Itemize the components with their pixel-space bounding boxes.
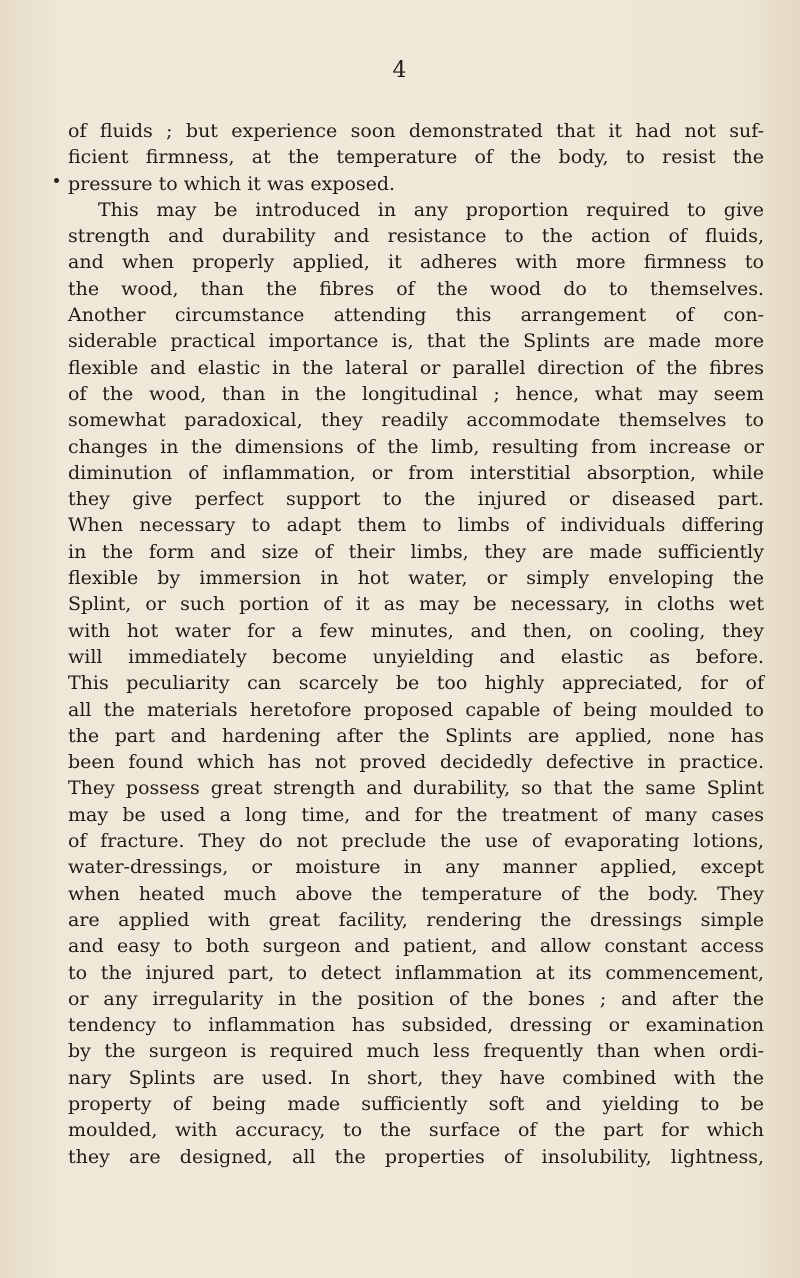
text-line: moulded, with accuracy, to the surface of the part for which (68, 1119, 764, 1142)
text-line: or any irregularity in the position of the bones ; and after the (68, 987, 764, 1010)
text-line: diminution of inflammation, or from interstitial absorption, while (68, 461, 764, 484)
text-line: of fracture. They do not preclude the use of evaporating lotions, (68, 830, 764, 853)
text-line: and when properly applied, it adheres with more firmness to (68, 251, 764, 274)
text-line: of fluids ; but experience soon demonstrated that it had not suf- (68, 120, 764, 142)
text-line: are applied with great facility, rendering the dressings simple (68, 908, 764, 931)
text-line: of the wood, than in the longitudinal ; hence, what may seem (68, 382, 764, 405)
text-line: water-dressings, or moisture in any manner applied, except (68, 856, 764, 879)
text-line: flexible by immersion in hot water, or simply enveloping the (68, 567, 764, 590)
text-line: the wood, than the fibres of the wood do to themselves. (68, 277, 764, 300)
text-line: the part and hardening after the Splints are applied, none has (68, 724, 764, 747)
text-line: flexible and elastic in the lateral or parallel direction of the fibres (68, 356, 764, 379)
text-line: Another circumstance attending this arrangement of con- (68, 304, 764, 327)
body-text (68, 118, 764, 1170)
text-line: ficient firmness, at the temperature of the body, to resist the (68, 146, 764, 169)
text-line: Splint, or such portion of it as may be necessary, in cloths wet (68, 593, 764, 616)
text-line: in the form and size of their limbs, they are made sufficiently (68, 540, 764, 563)
text-line: tendency to inflammation has subsided, dressing or examination (68, 1014, 764, 1037)
text-line: somewhat paradoxical, they readily accommodate themselves to (68, 409, 764, 432)
text-line: property of being made sufficiently soft and yielding to be (68, 1092, 764, 1115)
paragraph-start-line: This may be introduced in any proportion required to give (98, 198, 764, 221)
text-line: and easy to both surgeon and patient, and allow constant access (68, 935, 764, 958)
text-line: to the injured part, to detect inflammation at its commencement, (68, 961, 764, 984)
text-line: may be used a long time, and for the treatment of many cases (68, 803, 764, 826)
text-line: will immediately become unyielding and elastic as before. (68, 645, 764, 668)
text-line: they are designed, all the properties of insolubility, lightness, (68, 1145, 764, 1168)
text-line: changes in the dimensions of the limb, resulting from increase or (68, 435, 764, 458)
text-line: they give perfect support to the injured or diseased part. (68, 488, 764, 511)
text-line: all the materials heretofore proposed capable of being moulded to (68, 698, 764, 721)
margin-bullet-mark (54, 178, 59, 183)
text-line: been found which has not proved decidedly defective in practice. (68, 751, 764, 774)
text-line: with hot water for a few minutes, and then, on cooling, they (68, 619, 764, 642)
text-line: strength and durability and resistance to the action of fluids, (68, 225, 764, 248)
text-line: by the surgeon is required much less frequently than when ordi- (68, 1040, 764, 1063)
text-line: nary Splints are used. In short, they have combined with the (68, 1066, 764, 1089)
text-line: pressure to which it was exposed. (68, 172, 396, 195)
text-line: siderable practical importance is, that the Splints are made more (68, 330, 764, 353)
text-line: When necessary to adapt them to limbs of individuals differing (68, 514, 764, 537)
text-line: when heated much above the temperature of the body. They (68, 882, 764, 905)
text-line: They possess great strength and durability, so that the same Splint (68, 777, 764, 800)
text-line: This peculiarity can scarcely be too highly appreciated, for of (68, 672, 764, 695)
page-number: 4 (392, 58, 408, 83)
